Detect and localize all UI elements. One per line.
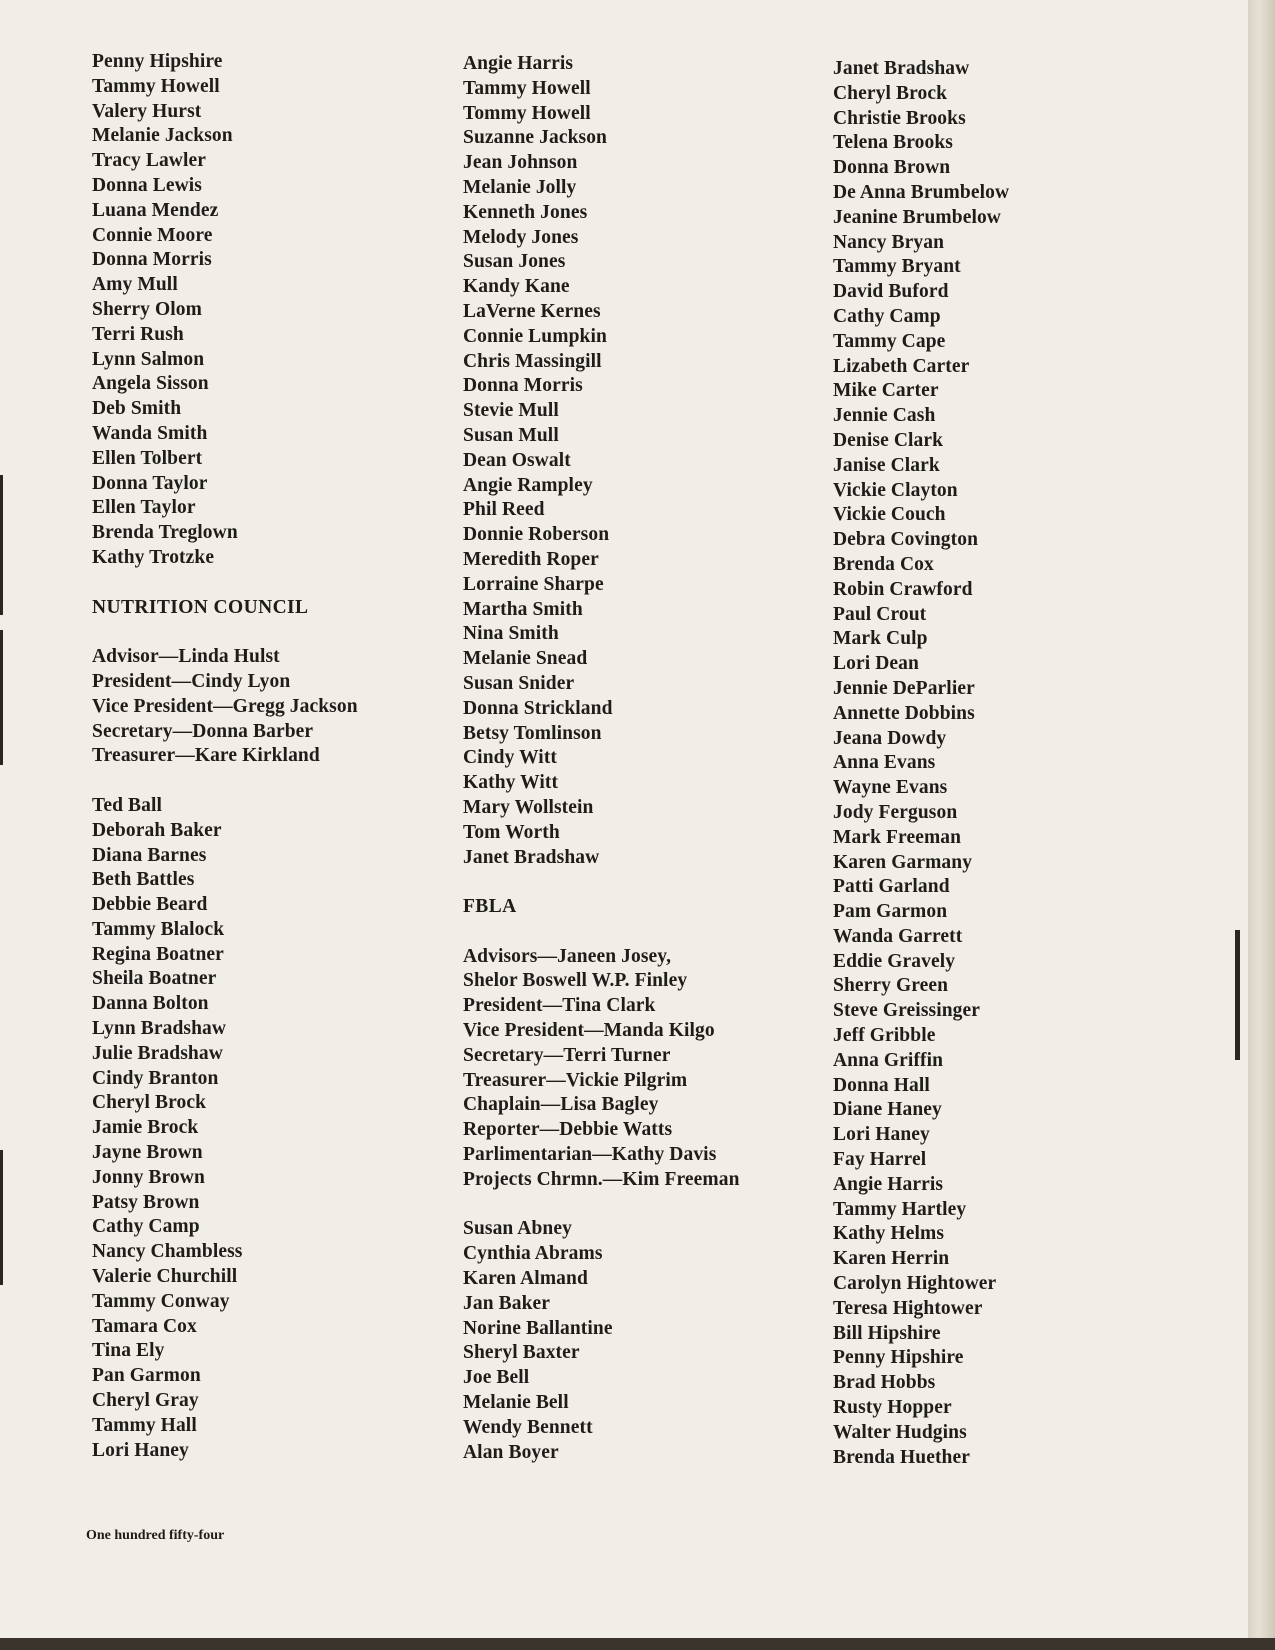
- list-item: Tamara Cox: [92, 1315, 197, 1337]
- list-item: Regina Boatner: [92, 943, 224, 965]
- list-item: Martha Smith: [463, 598, 583, 620]
- page-number-footer: One hundred fifty-four: [86, 1528, 225, 1543]
- list-item: Mark Freeman: [833, 826, 962, 848]
- list-item: Treasurer—Vickie Pilgrim: [463, 1069, 688, 1091]
- list-item: David Buford: [833, 281, 949, 303]
- list-item: Denise Clark: [833, 429, 944, 451]
- list-item: Ted Ball: [92, 794, 162, 816]
- list-item: Donna Lewis: [92, 174, 202, 196]
- list-item: Lori Haney: [92, 1439, 189, 1461]
- list-item: President—Tina Clark: [463, 995, 656, 1017]
- list-item: Donna Strickland: [463, 697, 613, 719]
- list-item: Jan Baker: [463, 1292, 551, 1314]
- list-item: Lynn Bradshaw: [92, 1018, 227, 1040]
- list-item: Tammy Hall: [92, 1414, 197, 1436]
- list-item: Tammy Howell: [463, 77, 591, 99]
- spacer: [463, 920, 740, 945]
- list-item: Reporter—Debbie Watts: [463, 1119, 673, 1141]
- list-item: Tammy Blalock: [92, 918, 225, 940]
- list-item: Fay Harrel: [833, 1149, 927, 1171]
- list-item: Lori Haney: [833, 1124, 930, 1146]
- list-item: Melanie Snead: [463, 648, 588, 670]
- list-item: Cathy Camp: [92, 1216, 200, 1238]
- list-item: Pan Garmon: [92, 1365, 201, 1387]
- list-item: Suzanne Jackson: [463, 127, 607, 149]
- list-item: Tammy Conway: [92, 1290, 230, 1312]
- list-item: Annette Dobbins: [833, 702, 975, 724]
- names-column-1: [92, 50, 358, 1463]
- section-heading: NUTRITION COUNCIL: [92, 596, 309, 618]
- list-item: Vice President—Manda Kilgo: [463, 1020, 715, 1042]
- list-item: Susan Snider: [463, 672, 575, 694]
- list-item: Amy Mull: [92, 274, 178, 296]
- list-item: Karen Garmany: [833, 851, 973, 873]
- list-item: Diane Haney: [833, 1099, 942, 1121]
- list-item: Patsy Brown: [92, 1191, 200, 1213]
- list-item: Jamie Brock: [92, 1117, 199, 1139]
- list-item: Wendy Bennett: [463, 1416, 593, 1438]
- list-item: Jonny Brown: [92, 1166, 205, 1188]
- binding-mark: [1235, 930, 1240, 1060]
- names-column-2: [463, 52, 740, 1465]
- list-item: Ellen Tolbert: [92, 447, 203, 469]
- list-item: Robin Crawford: [833, 578, 973, 600]
- binding-mark: [0, 630, 3, 765]
- list-item: Pam Garmon: [833, 901, 948, 923]
- list-item: Phil Reed: [463, 499, 545, 521]
- list-item: Anna Evans: [833, 752, 936, 774]
- list-item: Deborah Baker: [92, 819, 222, 841]
- list-item: Lori Dean: [833, 653, 919, 675]
- list-item: Melanie Jackson: [92, 125, 233, 147]
- list-item: Melanie Bell: [463, 1392, 569, 1414]
- list-item: Telena Brooks: [833, 132, 953, 154]
- list-item: Vickie Clayton: [833, 479, 958, 501]
- list-item: Lynn Salmon: [92, 348, 205, 370]
- list-item: Lorraine Sharpe: [463, 573, 604, 595]
- list-item: Donnie Roberson: [463, 524, 610, 546]
- list-item: Patti Garland: [833, 876, 950, 898]
- list-item: Donna Taylor: [92, 472, 208, 494]
- list-item: Jeana Dowdy: [833, 727, 947, 749]
- list-item: Jeanine Brumbelow: [833, 206, 1001, 228]
- spacer: [92, 620, 358, 645]
- list-item: Penny Hipshire: [833, 1347, 964, 1369]
- list-item: Secretary—Donna Barber: [92, 720, 314, 742]
- list-item: Kathy Trotzke: [92, 546, 215, 568]
- list-item: Karen Almand: [463, 1268, 588, 1290]
- list-item: Valerie Churchill: [92, 1266, 238, 1288]
- list-item: Donna Brown: [833, 157, 951, 179]
- list-item: Nancy Chambless: [92, 1241, 243, 1263]
- list-item: Melody Jones: [463, 226, 579, 248]
- list-item: Jeff Gribble: [833, 1025, 936, 1047]
- list-item: Luana Mendez: [92, 199, 219, 221]
- list-item: Tracy Lawler: [92, 150, 207, 172]
- list-item: Tammy Howell: [92, 75, 220, 97]
- list-item: Cindy Witt: [463, 747, 558, 769]
- list-item: Vice President—Gregg Jackson: [92, 695, 358, 717]
- list-item: Susan Abney: [463, 1218, 572, 1240]
- list-item: Kathy Helms: [833, 1223, 945, 1245]
- binding-mark: [0, 1150, 3, 1285]
- list-item: Jennie DeParlier: [833, 677, 975, 699]
- spacer: [92, 571, 358, 596]
- list-item: Donna Hall: [833, 1074, 930, 1096]
- list-item: Susan Jones: [463, 251, 566, 273]
- list-item: Sherry Green: [833, 975, 949, 997]
- list-item: Janet Bradshaw: [463, 846, 600, 868]
- list-item: Secretary—Terri Turner: [463, 1044, 671, 1066]
- list-item: Cathy Camp: [833, 305, 941, 327]
- list-item: Brad Hobbs: [833, 1372, 936, 1394]
- list-item: Eddie Gravely: [833, 950, 956, 972]
- list-item: Susan Mull: [463, 424, 559, 446]
- list-item: Tommy Howell: [463, 102, 591, 124]
- list-item: Karen Herrin: [833, 1248, 950, 1270]
- list-item: Christie Brooks: [833, 107, 966, 129]
- list-item: Mike Carter: [833, 380, 939, 402]
- list-item: Alan Boyer: [463, 1441, 559, 1463]
- list-item: Jody Ferguson: [833, 801, 958, 823]
- list-item: Janet Bradshaw: [833, 58, 970, 79]
- list-item: Sheryl Baxter: [463, 1342, 580, 1364]
- bottom-edge: [0, 1638, 1275, 1650]
- list-item: Cheryl Brock: [833, 82, 948, 104]
- list-item: Valery Hurst: [92, 100, 202, 122]
- binding-mark: [0, 475, 3, 615]
- list-item: LaVerne Kernes: [463, 300, 601, 322]
- list-item: Tammy Hartley: [833, 1198, 967, 1220]
- list-item: Angela Sisson: [92, 373, 209, 395]
- list-item: Paul Crout: [833, 603, 927, 625]
- list-item: Vickie Couch: [833, 504, 946, 526]
- spacer: [463, 1193, 740, 1218]
- list-item: Ellen Taylor: [92, 497, 196, 519]
- list-item: Jennie Cash: [833, 405, 936, 427]
- list-item: Tammy Cape: [833, 330, 946, 352]
- list-item: Cheryl Gray: [92, 1390, 199, 1412]
- list-item: Kathy Witt: [463, 772, 559, 794]
- list-item: President—Cindy Lyon: [92, 670, 291, 692]
- list-item: Cheryl Brock: [92, 1092, 207, 1114]
- list-item: Julie Bradshaw: [92, 1042, 223, 1064]
- list-item: Anna Griffin: [833, 1049, 944, 1071]
- list-item: Shelor Boswell W.P. Finley: [463, 970, 688, 992]
- list-item: Carolyn Hightower: [833, 1273, 997, 1295]
- list-item: Jayne Brown: [92, 1142, 203, 1164]
- list-item: Sheila Boatner: [92, 968, 217, 990]
- list-item: Stevie Mull: [463, 400, 559, 422]
- list-item: Dean Oswalt: [463, 449, 571, 471]
- list-item: Connie Lumpkin: [463, 325, 607, 347]
- list-item: Brenda Huether: [833, 1446, 970, 1468]
- list-item: Cynthia Abrams: [463, 1243, 603, 1265]
- list-item: Walter Hudgins: [833, 1421, 967, 1443]
- list-item: Chris Massingill: [463, 350, 602, 372]
- list-item: Donna Morris: [92, 249, 212, 271]
- list-item: Melanie Jolly: [463, 176, 577, 198]
- list-item: Janise Clark: [833, 454, 940, 476]
- list-item: Beth Battles: [92, 869, 195, 891]
- list-item: Parlimentarian—Kathy Davis: [463, 1144, 717, 1166]
- list-item: Angie Rampley: [463, 474, 593, 496]
- list-item: Tom Worth: [463, 821, 560, 843]
- list-item: Wanda Smith: [92, 422, 208, 444]
- list-item: Norine Ballantine: [463, 1317, 613, 1339]
- list-item: Cindy Branton: [92, 1067, 219, 1089]
- list-item: Brenda Cox: [833, 553, 934, 575]
- names-column-3: [833, 57, 1009, 1470]
- list-item: Debra Covington: [833, 529, 979, 551]
- list-item: Debbie Beard: [92, 894, 208, 916]
- list-item: Projects Chrmn.—Kim Freeman: [463, 1168, 740, 1190]
- list-item: Rusty Hopper: [833, 1397, 952, 1419]
- list-item: Lizabeth Carter: [833, 355, 970, 377]
- section-heading: FBLA: [463, 896, 517, 918]
- list-item: Bill Hipshire: [833, 1322, 941, 1344]
- list-item: Joe Bell: [463, 1367, 530, 1389]
- list-item: Steve Greissinger: [833, 1000, 981, 1022]
- list-item: Donna Morris: [463, 375, 583, 397]
- spacer: [92, 769, 358, 794]
- list-item: Wayne Evans: [833, 777, 948, 799]
- list-item: De Anna Brumbelow: [833, 181, 1010, 203]
- list-item: Diana Barnes: [92, 844, 207, 866]
- list-item: Treasurer—Kare Kirkland: [92, 745, 320, 767]
- list-item: Teresa Hightower: [833, 1297, 983, 1319]
- list-item: Mark Culp: [833, 628, 928, 650]
- list-item: Nancy Bryan: [833, 231, 945, 253]
- list-item: Penny Hipshire: [92, 51, 223, 72]
- list-item: Sherry Olom: [92, 298, 202, 320]
- list-item: Meredith Roper: [463, 548, 599, 570]
- list-item: Mary Wollstein: [463, 796, 594, 818]
- list-item: Advisors—Janeen Josey,: [463, 945, 672, 967]
- list-item: Tina Ely: [92, 1340, 165, 1362]
- list-item: Danna Bolton: [92, 993, 209, 1015]
- list-item: Angie Harris: [463, 53, 574, 74]
- list-item: Kenneth Jones: [463, 201, 588, 223]
- spacer: [463, 870, 740, 895]
- list-item: Advisor—Linda Hulst: [92, 646, 280, 668]
- list-item: Tammy Bryant: [833, 256, 961, 278]
- list-item: Angie Harris: [833, 1173, 944, 1195]
- list-item: Deb Smith: [92, 398, 182, 420]
- list-item: Nina Smith: [463, 623, 559, 645]
- list-item: Jean Johnson: [463, 152, 578, 174]
- list-item: Kandy Kane: [463, 276, 570, 298]
- list-item: Wanda Garrett: [833, 925, 963, 947]
- list-item: Chaplain—Lisa Bagley: [463, 1094, 659, 1116]
- list-item: Brenda Treglown: [92, 522, 238, 544]
- list-item: Connie Moore: [92, 224, 213, 246]
- page-edge: [1248, 0, 1275, 1650]
- list-item: Betsy Tomlinson: [463, 722, 602, 744]
- list-item: Terri Rush: [92, 323, 184, 345]
